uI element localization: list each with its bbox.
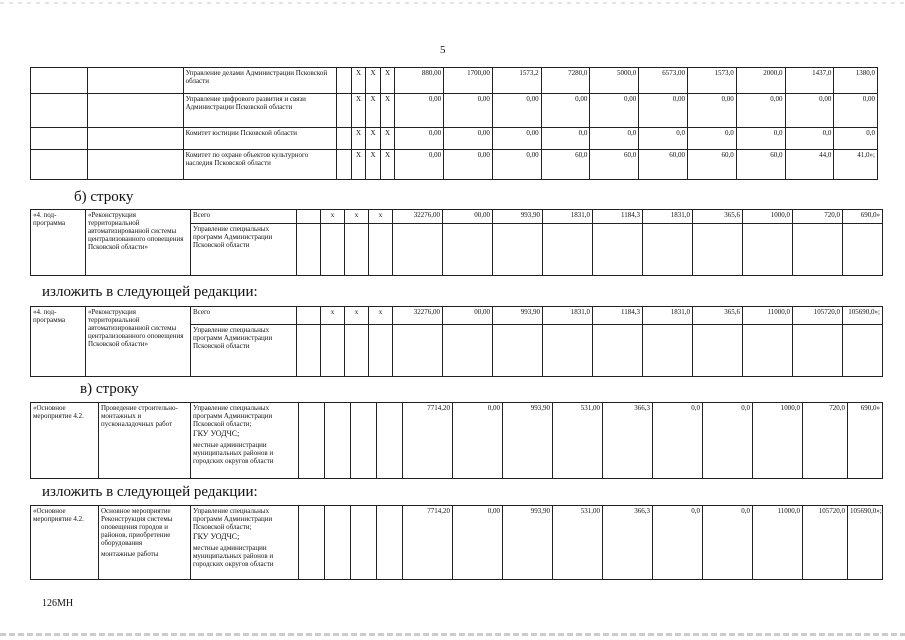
executor-line: ГКУ УОДЧС; [193, 429, 240, 438]
cell-value: 32276,00 [393, 210, 443, 224]
cell-value: 690,0» [843, 210, 883, 224]
cell-title: Проведение строительно-монтажных и пусконаладочных работ [99, 403, 191, 479]
cell-title: «Реконструкция территориальной автоматизированной системы централизованного оповещения Псковской области» [86, 307, 191, 377]
cell-value: 1184,3 [593, 210, 643, 224]
cell-value: 00,00 [443, 307, 493, 325]
cell-empty [88, 128, 183, 150]
cell-value: 60,0 [541, 150, 590, 180]
cell-value: 1831,0 [643, 307, 693, 325]
cell-executor: Комитет юстиции Псковской области [183, 128, 337, 150]
cell-executor: Управление делами Администрации Псковской области [183, 68, 337, 94]
cell-marker: X [351, 128, 366, 150]
cell-value: 0,00 [785, 94, 834, 128]
heading-v-row: в) строку [80, 381, 139, 397]
cell-marker: х [369, 210, 393, 224]
cell-value: 0,0 [541, 128, 590, 150]
cell-empty [31, 68, 88, 94]
cell-total-label: Всего [191, 307, 297, 325]
cell-marker: х [321, 210, 345, 224]
cell-value: 0,00 [453, 506, 503, 580]
executor-line: Управление специальных программ Администрации Псковской области; [193, 507, 273, 531]
cell-value: 0,00 [492, 150, 541, 180]
cell-value: 0,00 [492, 128, 541, 150]
cell-value: 60,0 [687, 150, 736, 180]
cell-value: 60,0 [590, 150, 639, 180]
cell-value: 11000,0 [753, 506, 803, 580]
table-original-subprogram [30, 209, 883, 276]
cell-marker: X [380, 68, 395, 94]
cell-value: 0,00 [444, 150, 493, 180]
heading-edit-1: изложить в следующей редакции: [42, 284, 258, 300]
cell-value: 0,00 [687, 94, 736, 128]
cell-value: 60,0 [736, 150, 785, 180]
cell-value: 0,0 [653, 506, 703, 580]
cell-empty [88, 94, 183, 128]
cell-value: 0,0 [834, 128, 878, 150]
cell-value: 880,00 [395, 68, 444, 94]
cell-value: 0,0 [590, 128, 639, 150]
cell-level: «4. под-программа [31, 307, 86, 377]
cell-value: 720,0 [793, 210, 843, 224]
cell-value: 1437,0 [785, 68, 834, 94]
cell-value: 1700,00 [444, 68, 493, 94]
cell-empty [88, 150, 183, 180]
cell-value: 1380,0 [834, 68, 878, 94]
cell-level: «4. под-программа [31, 210, 86, 276]
table-row [31, 68, 878, 94]
table-original-activity [30, 402, 883, 479]
cell-value: 365,6 [693, 307, 743, 325]
cell-total-label: Всего [191, 210, 297, 224]
cell-executor: Управление цифрового развития и связи Администрации Псковской области [183, 94, 337, 128]
scan-artifact-top [0, 2, 905, 4]
cell-title [99, 506, 191, 580]
cell-empty [337, 94, 352, 128]
cell-value: 366,3 [603, 506, 653, 580]
cell-empty [31, 150, 88, 180]
cell-value: 0,00 [639, 94, 688, 128]
cell-value: 0,00 [444, 128, 493, 150]
cell-executors [191, 506, 299, 580]
cell-value: 531,00 [553, 506, 603, 580]
title-line: монтажные работы [101, 550, 159, 558]
cell-value: 0,00 [444, 94, 493, 128]
cell-marker: X [351, 150, 366, 180]
cell-marker: X [366, 94, 381, 128]
cell-value: 0,0 [653, 403, 703, 479]
cell-executor: Управление специальных программ Администрации Псковской области [191, 224, 297, 276]
cell-value: 531,00 [553, 403, 603, 479]
cell-value: 7714,20 [403, 403, 453, 479]
title-line: Основное мероприятие Реконструкция системы оповещения городов и районов, приобретение оборудования [101, 507, 173, 547]
cell-value: 2000,0 [736, 68, 785, 94]
cell-value: 366,3 [603, 403, 653, 479]
cell-value: 11000,0 [743, 307, 793, 325]
cell-value: 0,0 [703, 403, 753, 479]
cell-value: 0,00 [736, 94, 785, 128]
cell-value: 0,00 [395, 94, 444, 128]
cell-value: 1831,0 [543, 210, 593, 224]
cell-value: 0,0 [687, 128, 736, 150]
cell-level: «Основное мероприятие 4.2. [31, 403, 99, 479]
cell-value: 0,0 [703, 506, 753, 580]
cell-empty [31, 94, 88, 128]
cell-value: 1000,0 [753, 403, 803, 479]
document-code: 126МН [42, 598, 74, 609]
executor-line: Управление специальных программ Администрации Псковской области; [193, 404, 273, 428]
scan-artifact-bottom [0, 633, 905, 636]
page-number: 5 [440, 44, 446, 56]
cell-value: 993,90 [503, 403, 553, 479]
cell-value: 0,00 [590, 94, 639, 128]
cell-value: 993,90 [503, 506, 553, 580]
cell-value: 0,00 [453, 403, 503, 479]
cell-marker: X [366, 68, 381, 94]
cell-value: 41,0»; [834, 150, 878, 180]
cell-empty [31, 128, 88, 150]
cell-level: «Основное мероприятие 4.2. [31, 506, 99, 580]
cell-executor: Управление специальных программ Администрации Псковской области [191, 325, 297, 377]
cell-value: 720,0 [803, 403, 848, 479]
table-continuation [30, 67, 878, 180]
table-row [31, 128, 878, 150]
cell-value: 365,6 [693, 210, 743, 224]
cell-marker: х [345, 307, 369, 325]
cell-value: 7714,20 [403, 506, 453, 580]
cell-value: 105720,0 [803, 506, 848, 580]
cell-value: 00,00 [443, 210, 493, 224]
cell-marker: X [380, 150, 395, 180]
cell-value: 0,0 [785, 128, 834, 150]
cell-value: 6573,00 [639, 68, 688, 94]
heading-edit-2: изложить в следующей редакции: [42, 484, 258, 500]
table-new-subprogram [30, 306, 883, 377]
cell-value: 105690,0»; [848, 506, 883, 580]
table-row [31, 94, 878, 128]
cell-marker: X [380, 94, 395, 128]
cell-value: 0,00 [395, 150, 444, 180]
cell-value: 0,00 [395, 128, 444, 150]
cell-value: 44,0 [785, 150, 834, 180]
cell-empty [88, 68, 183, 94]
executor-line: местные администрации муниципальных районов и городских округов области [193, 544, 274, 568]
cell-value: 0,0 [736, 128, 785, 150]
cell-value: 0,00 [834, 94, 878, 128]
cell-value: 60,00 [639, 150, 688, 180]
cell-marker: х [369, 307, 393, 325]
cell-value: 1184,3 [593, 307, 643, 325]
cell-executor: Комитет по охране объектов культурного наследия Псковской области [183, 150, 337, 180]
cell-empty [337, 128, 352, 150]
cell-marker: X [351, 68, 366, 94]
cell-marker: X [351, 94, 366, 128]
executor-line: ГКУ УОДЧС; [193, 532, 240, 541]
cell-value: 993,90 [493, 210, 543, 224]
cell-value: 0,0 [639, 128, 688, 150]
table-new-activity [30, 505, 883, 580]
cell-value: 5000,0 [590, 68, 639, 94]
cell-marker: X [380, 128, 395, 150]
executor-line: местные администрации муниципальных районов и городских округов области [193, 441, 274, 465]
cell-value: 690,0» [848, 403, 883, 479]
cell-value: 993,90 [493, 307, 543, 325]
heading-b-row: б) строку [74, 189, 134, 205]
cell-value: 32276,00 [393, 307, 443, 325]
cell-value: 0,00 [541, 94, 590, 128]
cell-executors [191, 403, 299, 479]
cell-value: 0,00 [492, 94, 541, 128]
cell-title: «Реконструкция территориальной автоматизированной системы централизованного оповещения Псковской области» [86, 210, 191, 276]
cell-marker: х [345, 210, 369, 224]
cell-empty [337, 150, 352, 180]
cell-value: 105720,0 [793, 307, 843, 325]
cell-value: 7280,0 [541, 68, 590, 94]
cell-marker: X [366, 128, 381, 150]
cell-value: 105690,0»; [843, 307, 883, 325]
cell-value: 1573,2 [492, 68, 541, 94]
cell-value: 1573,0 [687, 68, 736, 94]
cell-value: 1000,0 [743, 210, 793, 224]
cell-value: 1831,0 [643, 210, 693, 224]
cell-marker: х [321, 307, 345, 325]
cell-marker: X [366, 150, 381, 180]
cell-value: 1831,0 [543, 307, 593, 325]
table-row [31, 150, 878, 180]
cell-empty [337, 68, 352, 94]
